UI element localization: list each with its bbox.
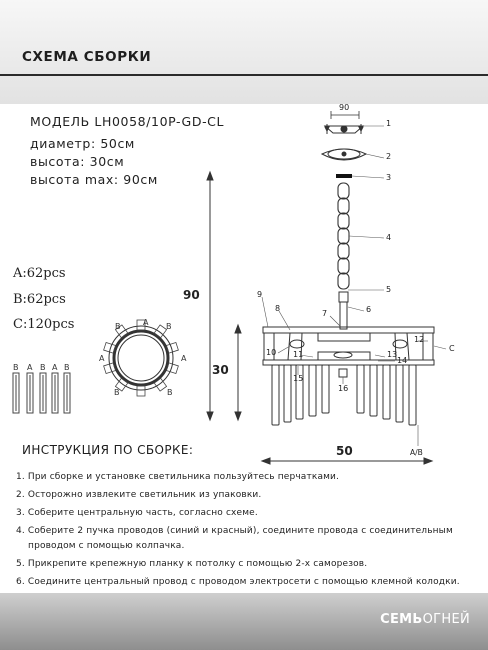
- callout-6: 6: [366, 305, 372, 314]
- part-b-count: B:62pcs: [13, 292, 66, 307]
- chain: [338, 183, 349, 289]
- total-height-value: 90: [183, 288, 200, 302]
- callout-16: 16: [338, 384, 349, 393]
- pendant-label-b2: B: [40, 363, 46, 372]
- callout-5: 5: [386, 285, 392, 294]
- pendant-label-a2: A: [52, 363, 58, 372]
- footer-band: [0, 593, 488, 650]
- canopy: [322, 149, 366, 160]
- diameter-value: 50: [336, 444, 353, 458]
- step-3: 3. Соберите центральную часть, согласно схеме.: [16, 508, 258, 518]
- height-label: высота: 30см: [30, 154, 125, 169]
- step-2: 2. Осторожно извлеките светильник из упаковки.: [16, 490, 262, 500]
- step-4: 4. Соберите 2 пучка проводов (синий и красный), соедините провода с соединительным: [16, 526, 453, 536]
- callout-14: 14: [397, 356, 408, 365]
- chandelier-body: [263, 327, 434, 377]
- height-30-dimension: [235, 325, 241, 420]
- pendant-label-a1: A: [27, 363, 33, 372]
- callout-7: 7: [322, 309, 328, 318]
- pendant-label-b1: B: [13, 363, 19, 372]
- part-a-count: A:62pcs: [13, 266, 66, 281]
- body-height-value: 30: [212, 363, 229, 377]
- callout-13: 13: [387, 350, 398, 359]
- callout-12: 12: [414, 335, 425, 344]
- callout-11: 11: [293, 350, 304, 359]
- top-view-ring: [109, 326, 173, 390]
- step-6: 6. Соедините центральный провод с проводом электросети с помощью клемной колодки.: [16, 577, 460, 587]
- ring-label-a-right: A: [181, 354, 187, 363]
- stem: [339, 292, 348, 329]
- crystal-pendants-legend: [13, 373, 70, 413]
- chain-top-link: [336, 174, 352, 178]
- mount-width-value: 90: [339, 103, 350, 112]
- leader-lines: [262, 126, 446, 446]
- instructions-title: ИНСТРУКЦИЯ ПО СБОРКЕ:: [22, 443, 194, 457]
- callout-4: 4: [386, 233, 392, 242]
- callout-c: C: [449, 344, 455, 353]
- step-4-continued: проводом с помощью колпачка.: [16, 541, 185, 551]
- ring-label-b-top-left: B: [115, 322, 121, 331]
- ring-label-a-top: A: [143, 318, 149, 327]
- height-max-label: высота max: 90см: [30, 172, 158, 187]
- height-90-dimension: [207, 172, 213, 420]
- callout-10: 10: [266, 348, 277, 357]
- page-title: СХЕМА СБОРКИ: [22, 49, 152, 65]
- model-label: МОДЕЛЬ LH0058/10P-GD-CL: [30, 114, 225, 129]
- callout-15: 15: [293, 374, 304, 383]
- ring-label-b-bottom-left: B: [114, 388, 120, 397]
- mount-90-dimension: [331, 111, 359, 119]
- step-1: 1. При сборке и установке светильника пользуйтесь перчатками.: [16, 472, 340, 482]
- diameter-label: диаметр: 50см: [30, 136, 135, 151]
- step-5: 5. Прикрепите крепежную планку к потолку с помощью 2-х саморезов.: [16, 559, 368, 569]
- ceiling-mount: [325, 124, 363, 134]
- part-c-count: C:120pcs: [13, 317, 75, 332]
- callout-2: 2: [386, 152, 392, 161]
- brand-bold: СЕМЬ: [380, 612, 423, 627]
- ring-label-b-top-right: B: [166, 322, 172, 331]
- callout-ab: A/B: [410, 448, 423, 457]
- pendant-label-b3: B: [64, 363, 70, 372]
- callout-3: 3: [386, 173, 392, 182]
- ring-label-a-left: A: [99, 354, 105, 363]
- brand-logo: [380, 612, 470, 627]
- ring-label-b-bottom-right: B: [167, 388, 173, 397]
- diameter-50-dimension: [262, 458, 432, 464]
- callout-1: 1: [386, 119, 392, 128]
- callout-9: 9: [257, 290, 263, 299]
- callout-8: 8: [275, 304, 281, 313]
- brand-light: ОГНЕЙ: [422, 612, 470, 627]
